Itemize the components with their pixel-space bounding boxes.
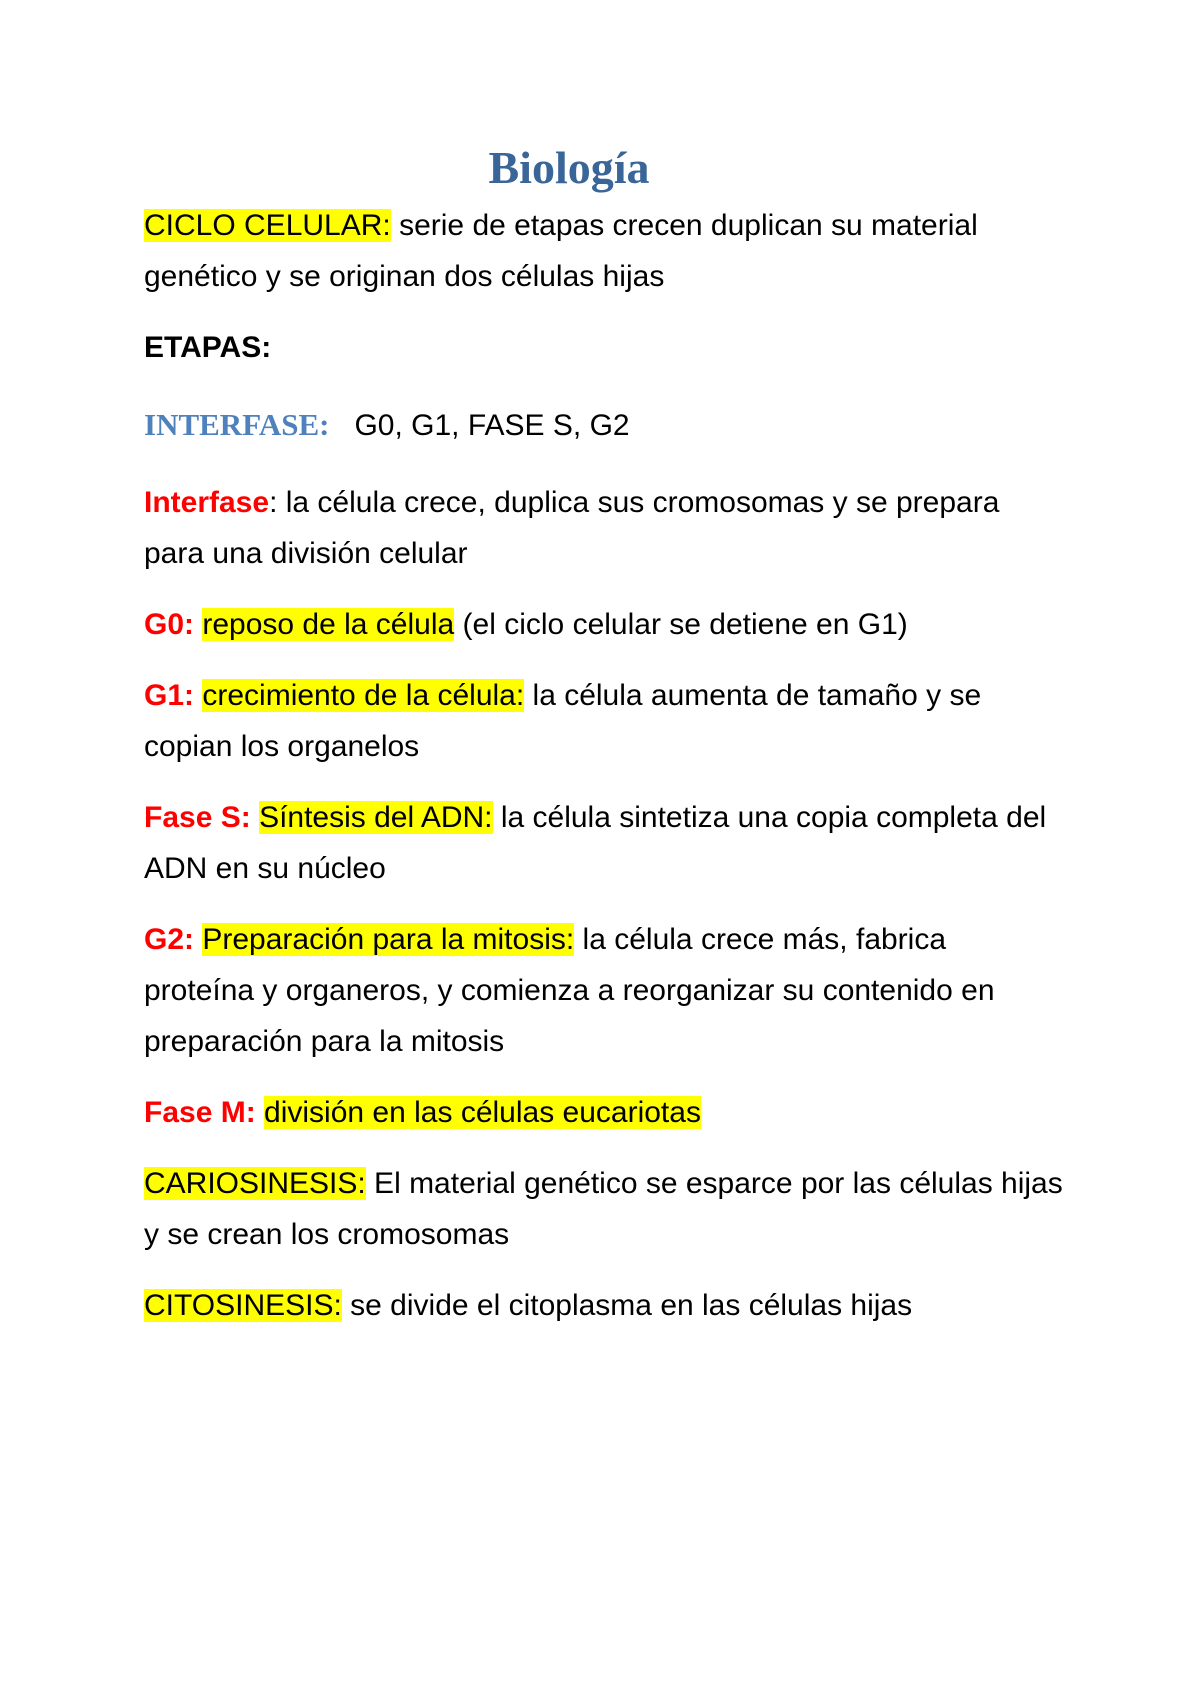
fase-s-highlight: Síntesis del ADN:: [259, 801, 493, 834]
citosinesis-text: se divide el citoplasma en las células hijas: [341, 1289, 913, 1322]
g0-text: (el ciclo celular se detiene en G1): [454, 608, 908, 641]
paragraph-fase-m: [144, 1087, 1064, 1138]
g0-highlight: reposo de la célula: [202, 608, 455, 641]
g2-text: la célula crece más, fabrica proteína y organeros, y comienza a reorganizar su contenido en preparación para la mitosis: [144, 923, 995, 1058]
g1-label: G1:: [144, 679, 195, 712]
cariosinesis-label: CARIOSINESIS:: [144, 1167, 366, 1200]
paragraph-g0: [144, 599, 1064, 650]
etapas-heading: ETAPAS:: [144, 331, 272, 364]
g2-highlight: Preparación para la mitosis:: [202, 923, 575, 956]
interfase-text: : la célula crece, duplica sus cromosomas y se prepara para una división celular: [144, 486, 1000, 570]
g2-label: G2:: [144, 923, 195, 956]
paragraph-interfase: [144, 477, 1064, 579]
page-title: Biología: [488, 142, 650, 193]
paragraph-ciclo-celular: [144, 200, 1064, 302]
paragraph-cariosinesis: [144, 1158, 1064, 1260]
g0-label: G0:: [144, 608, 195, 641]
paragraph-citosinesis: [144, 1280, 1064, 1331]
paragraph-g2: [144, 914, 1064, 1067]
interfase-heading-label: INTERFASE:: [144, 407, 330, 442]
g1-highlight: crecimiento de la célula:: [202, 679, 525, 712]
interfase-label: Interfase: [144, 486, 270, 519]
document-body: [144, 136, 1064, 1351]
cariosinesis-text: El material genético se esparce por las células hijas y se crean los cromosomas: [144, 1167, 1063, 1251]
paragraph-g1: [144, 670, 1064, 772]
fase-s-label: Fase S:: [144, 801, 251, 834]
fase-m-highlight: división en las células eucariotas: [264, 1096, 701, 1129]
paragraph-interfase-heading: [144, 399, 1064, 451]
ciclo-celular-label: CICLO CELULAR:: [144, 209, 391, 242]
g1-text: la célula aumenta de tamaño y se copian los organelos: [144, 679, 982, 763]
fase-m-label: Fase M:: [144, 1096, 256, 1129]
interfase-heading-text: G0, G1, FASE S, G2: [329, 409, 630, 442]
citosinesis-label: CITOSINESIS:: [144, 1289, 342, 1322]
fase-s-text: la célula sintetiza una copia completa del ADN en su núcleo: [144, 801, 1047, 885]
paragraph-fase-s: [144, 792, 1064, 894]
ciclo-celular-text: serie de etapas crecen duplican su material genético y se originan dos células hijas: [144, 209, 978, 293]
